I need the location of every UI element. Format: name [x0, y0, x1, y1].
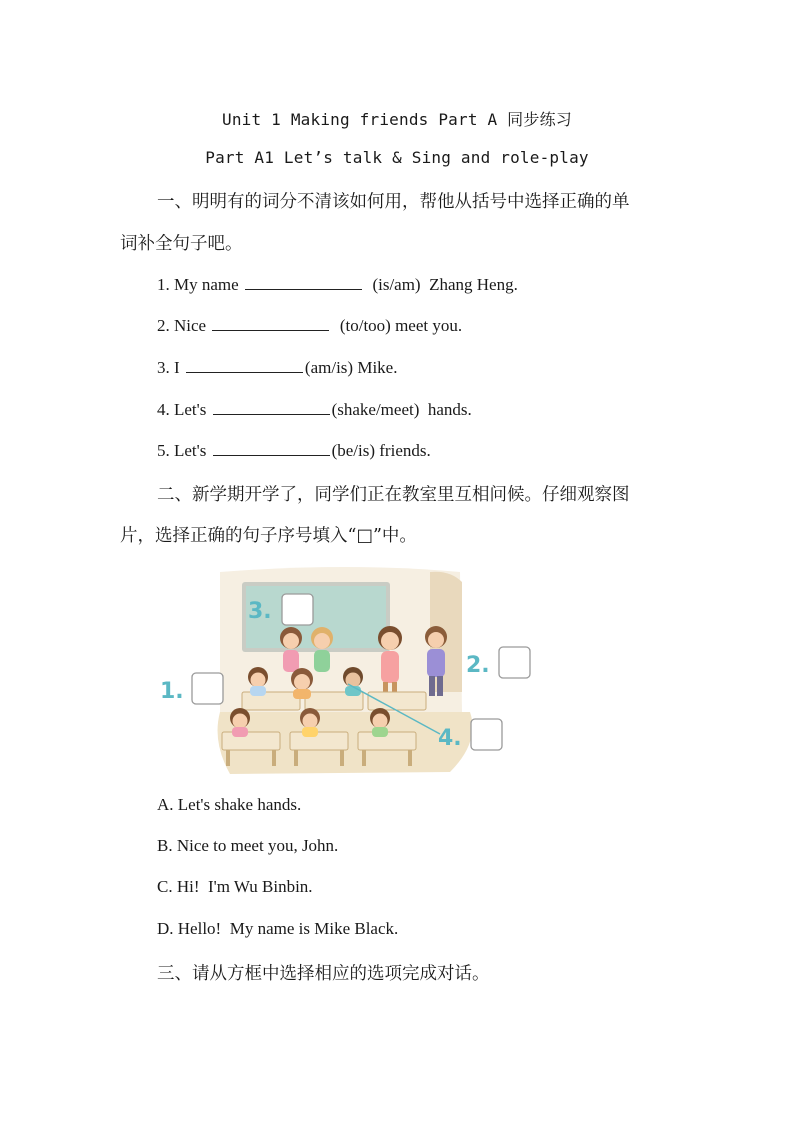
option-c: C. Hi! I'm Wu Binbin. [157, 877, 313, 896]
option-b: B. Nice to meet you, John. [157, 836, 339, 855]
item-text-after: (shake/meet) hands. [331, 400, 472, 419]
exercise-item-3 [157, 357, 397, 378]
section2-instruction-line2: 片，选择正确的句子序号填入“□”中。 [120, 526, 417, 546]
page-title: Unit 1 Making friends Part A 同步练习 [222, 110, 572, 129]
answer-blank-2[interactable] [212, 315, 329, 331]
section1-instruction-line2: 词补全句子吧。 [120, 234, 243, 254]
answer-box-4[interactable] [471, 719, 502, 750]
classroom-illustration [150, 562, 550, 780]
answer-box-1[interactable] [192, 673, 223, 704]
item-text-before: 3. I [157, 358, 184, 377]
answer-box-2[interactable] [499, 647, 530, 678]
item-text-before: 4. Let's [157, 400, 211, 419]
label-4: 4. [438, 726, 462, 751]
item-text-before: 5. Let's [157, 441, 211, 460]
item-text-after: (am/is) Mike. [304, 358, 398, 377]
option-a: A. Let's shake hands. [157, 795, 302, 814]
answer-blank-5[interactable] [213, 440, 330, 456]
item-text-after: (be/is) friends. [331, 441, 431, 460]
option-d: D. Hello! My name is Mike Black. [157, 919, 399, 938]
exercise-item-1 [157, 274, 518, 295]
section3-instruction: 三、请从方框中选择相应的选项完成对话。 [157, 964, 490, 984]
label-2: 2. [466, 653, 490, 678]
item-text-after: (to/too) meet you. [331, 316, 463, 335]
page-subtitle: Part A1 Let’s talk & Sing and role-play [205, 148, 589, 167]
section2-instruction-line1: 二、新学期开学了，同学们正在教室里互相问候。仔细观察图 [157, 485, 630, 505]
answer-box-3[interactable] [282, 594, 313, 625]
answer-blank-4[interactable] [213, 399, 330, 415]
item-text-after: (is/am) Zhang Heng. [363, 275, 518, 294]
label-1: 1. [160, 679, 184, 704]
answer-blank-1[interactable] [245, 274, 362, 290]
exercise-item-4 [157, 399, 472, 420]
item-text-before: 2. Nice [157, 316, 211, 335]
section1-instruction-line1: 一、明明有的词分不清该如何用，帮他从括号中选择正确的单 [157, 192, 630, 212]
label-3: 3. [248, 599, 272, 624]
item-text-before: 1. My name [157, 275, 243, 294]
answer-blank-3[interactable] [186, 357, 303, 373]
exercise-item-5 [157, 440, 431, 461]
exercise-item-2 [157, 315, 462, 336]
